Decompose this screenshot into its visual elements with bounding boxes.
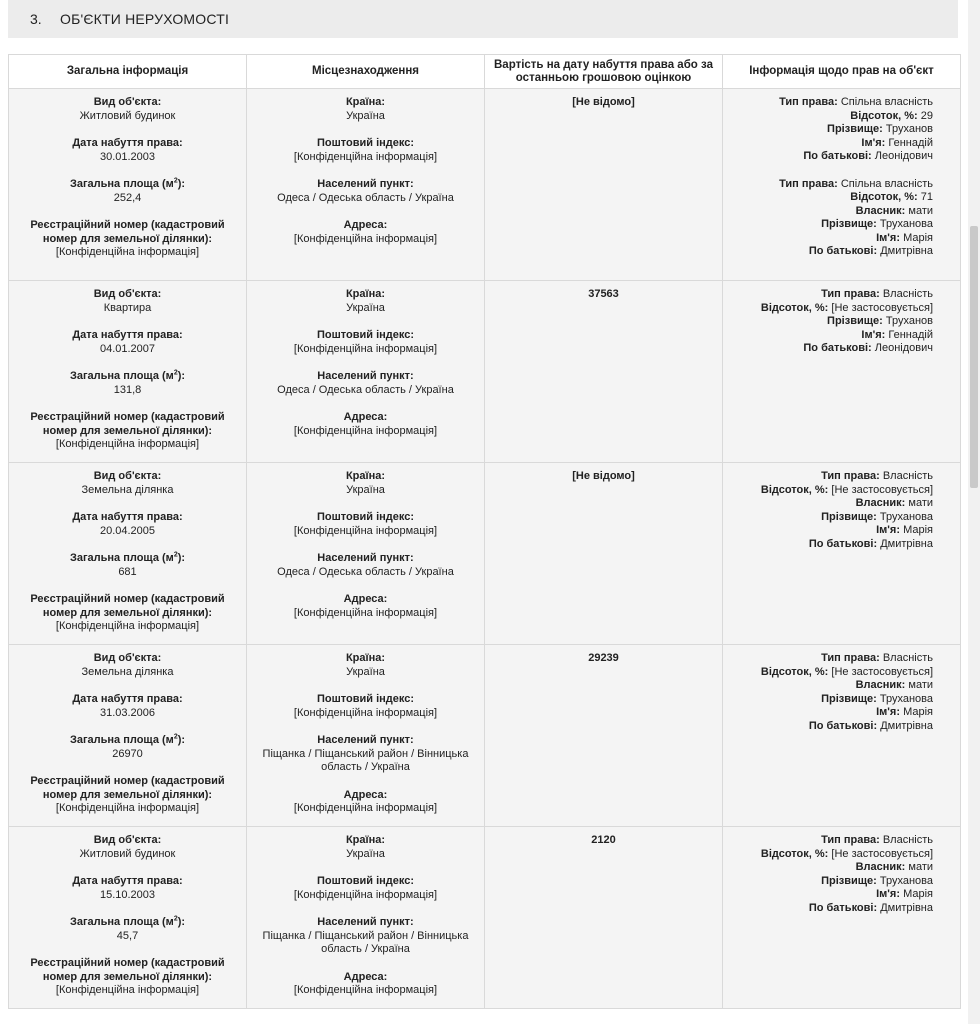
country-label: Країна: <box>345 652 386 664</box>
reg-number-value: [Конфіденційна інформація] <box>55 438 200 450</box>
object-type-label: Вид об'єкта: <box>93 96 162 108</box>
value-cell <box>485 827 723 1009</box>
reg-number-label: Реєстраційний номер (кадастровий номер для земельної ділянки): <box>30 411 225 437</box>
locality-label: Населений пункт: <box>317 552 414 564</box>
address-label: Адреса: <box>343 788 388 801</box>
rights-group: Тип права: Спільна власність Відсоток, %: 29 Прізвище: Труханов Ім'я: Геннадій По батькові: Леонідович <box>779 96 933 162</box>
country-value: Україна <box>346 483 385 496</box>
object-type-value: Житловий будинок <box>79 109 176 122</box>
country-label: Країна: <box>345 470 386 482</box>
general-info-cell <box>9 281 247 463</box>
locality-label: Населений пункт: <box>317 916 414 928</box>
acq-date-label: Дата набуття права: <box>72 693 183 705</box>
country-label: Країна: <box>345 288 386 300</box>
acq-date-label: Дата набуття права: <box>72 511 183 523</box>
header-value: Вартість на дату набуття права або за останньою грошовою оцінкою <box>485 55 723 89</box>
area-value: 252,4 <box>113 191 142 204</box>
value-text: 2120 <box>591 834 616 846</box>
address-label: Адреса: <box>343 970 388 983</box>
location-cell <box>247 281 485 463</box>
area-label: Загальна площа $(м^2)$: <box>69 551 186 564</box>
location-cell <box>247 89 485 281</box>
reg-number-label: Реєстраційний номер (кадастровий номер для земельної ділянки): <box>30 957 225 983</box>
address-value: [Конфіденційна інформація] <box>293 606 438 619</box>
country-value: Україна <box>346 301 385 314</box>
address-value: [Конфіденційна інформація] <box>293 424 438 437</box>
object-type-value: Житловий будинок <box>79 847 176 860</box>
object-type-value: Земельна ділянка <box>81 665 174 678</box>
postal-value: [Конфіденційна інформація] <box>293 888 438 901</box>
postal-label: Поштовий індекс: <box>316 329 415 341</box>
general-info-cell <box>9 645 247 827</box>
table-row <box>9 281 961 463</box>
header-location: Місцезнаходження <box>247 55 485 89</box>
rights-group: Тип права: Власність Відсоток, %: [Не застосовується] Власник: мати Прізвище: Труханова Ім'я: Марія По батькові: Дмитрівна <box>760 470 933 550</box>
value-text: 29239 <box>588 652 619 664</box>
location-cell <box>247 827 485 1009</box>
object-type-value: Квартира <box>103 301 152 314</box>
header-rights: Інформація щодо прав на об'єкт <box>723 55 961 89</box>
object-type-label: Вид об'єкта: <box>93 652 162 664</box>
rights-cell <box>723 281 961 463</box>
country-label: Країна: <box>345 834 386 846</box>
acq-date-label: Дата набуття права: <box>72 137 183 149</box>
country-value: Україна <box>346 847 385 860</box>
postal-value: [Конфіденційна інформація] <box>293 524 438 537</box>
general-info-cell <box>9 827 247 1009</box>
area-value: 131,8 <box>113 383 142 396</box>
address-value: [Конфіденційна інформація] <box>293 984 438 996</box>
postal-label: Поштовий індекс: <box>316 693 415 705</box>
value-text: [Не відомо] <box>572 96 635 108</box>
locality-label: Населений пункт: <box>317 178 414 190</box>
reg-number-label: Реєстраційний номер (кадастровий номер для земельної ділянки): <box>30 775 225 801</box>
table-row <box>9 645 961 827</box>
section-header <box>8 0 958 38</box>
area-label: Загальна площа $(м^2)$: <box>69 915 186 928</box>
object-type-label: Вид об'єкта: <box>93 834 162 846</box>
acq-date-label: Дата набуття права: <box>72 329 183 341</box>
rights-cell <box>723 827 961 1009</box>
object-type-value: Земельна ділянка <box>81 483 174 496</box>
table-row <box>9 89 961 281</box>
postal-value: [Конфіденційна інформація] <box>293 706 438 719</box>
acq-date-value: 20.04.2005 <box>99 524 156 537</box>
acq-date-label: Дата набуття права: <box>72 875 183 887</box>
postal-label: Поштовий індекс: <box>316 875 415 887</box>
table-row <box>9 463 961 645</box>
address-label: Адреса: <box>343 593 388 605</box>
rights-group: Тип права: Власність Відсоток, %: [Не застосовується] Прізвище: Труханов Ім'я: Геннадій По батькові: Леонідович <box>760 288 933 354</box>
scrollbar-thumb[interactable] <box>970 226 978 488</box>
rights-cell <box>723 645 961 827</box>
acq-date-value: 30.01.2003 <box>99 150 156 163</box>
general-info-cell <box>9 463 247 645</box>
address-value: [Конфіденційна інформація] <box>293 802 438 814</box>
area-label: Загальна площа $(м^2)$: <box>69 733 186 746</box>
rights-cell <box>723 463 961 645</box>
value-cell <box>485 281 723 463</box>
address-label: Адреса: <box>343 219 388 231</box>
value-text: [Не відомо] <box>572 470 635 482</box>
area-value: 26970 <box>112 747 143 760</box>
header-general-info: Загальна інформація <box>9 55 247 89</box>
address-label: Адреса: <box>343 411 388 423</box>
value-text: 37563 <box>588 288 619 300</box>
object-type-label: Вид об'єкта: <box>93 288 162 300</box>
rights-group: Тип права: Спільна власність Відсоток, %: 71 Власник: мати Прізвище: Труханова Ім'я: Марія По батькові: Дмитрівна <box>779 177 933 257</box>
acq-date-value: 31.03.2006 <box>99 706 156 719</box>
reg-number-value: [Конфіденційна інформація] <box>55 802 200 814</box>
real-estate-table <box>8 54 961 1009</box>
reg-number-value: [Конфіденційна інформація] <box>55 620 200 632</box>
general-info-cell <box>9 89 247 281</box>
postal-value: [Конфіденційна інформація] <box>293 150 438 163</box>
rights-group: Тип права: Власність Відсоток, %: [Не застосовується] Власник: мати Прізвище: Труханова Ім'я: Марія По батькові: Дмитрівна <box>760 652 933 732</box>
acq-date-value: 04.01.2007 <box>99 342 156 355</box>
location-cell <box>247 645 485 827</box>
area-label: Загальна площа $(м^2)$: <box>69 177 186 190</box>
postal-label: Поштовий індекс: <box>316 137 415 149</box>
acq-date-value: 15.10.2003 <box>99 888 156 901</box>
country-value: Україна <box>346 109 385 122</box>
area-label: Загальна площа $(м^2)$: <box>69 369 186 382</box>
reg-number-value: [Конфіденційна інформація] <box>55 246 200 258</box>
locality-label: Населений пункт: <box>317 370 414 382</box>
reg-number-label: Реєстраційний номер (кадастровий номер для земельної ділянки): <box>30 219 225 245</box>
postal-value: [Конфіденційна інформація] <box>293 342 438 355</box>
locality-value: Піщанка / Піщанський район / Вінницька область / Україна <box>262 929 469 955</box>
value-cell <box>485 89 723 281</box>
rights-group: Тип права: Власність Відсоток, %: [Не застосовується] Власник: мати Прізвище: Труханова Ім'я: Марія По батькові: Дмитрівна <box>760 834 933 914</box>
address-value: [Конфіденційна інформація] <box>293 232 438 245</box>
value-cell <box>485 463 723 645</box>
area-value: 681 <box>118 565 137 578</box>
country-label: Країна: <box>345 96 386 108</box>
location-cell <box>247 463 485 645</box>
area-value: 45,7 <box>116 929 139 942</box>
reg-number-value: [Конфіденційна інформація] <box>55 984 200 996</box>
locality-value: Одеса / Одеська область / Україна <box>277 383 454 396</box>
rights-cell <box>723 89 961 281</box>
object-type-label: Вид об'єкта: <box>93 470 162 482</box>
section-number: 3. <box>30 11 42 27</box>
table-row <box>9 827 961 1009</box>
value-cell <box>485 645 723 827</box>
locality-value: Одеса / Одеська область / Україна <box>277 565 454 578</box>
reg-number-label: Реєстраційний номер (кадастровий номер для земельної ділянки): <box>30 593 225 619</box>
country-value: Україна <box>346 665 385 678</box>
postal-label: Поштовий індекс: <box>316 511 415 523</box>
locality-value: Піщанка / Піщанський район / Вінницька область / Україна <box>262 747 469 773</box>
table-header-row <box>9 55 961 89</box>
section-title: ОБ'ЄКТИ НЕРУХОМОСТІ <box>60 11 230 27</box>
locality-value: Одеса / Одеська область / Україна <box>277 191 454 204</box>
locality-label: Населений пункт: <box>317 734 414 746</box>
vertical-scrollbar[interactable] <box>968 0 980 1024</box>
